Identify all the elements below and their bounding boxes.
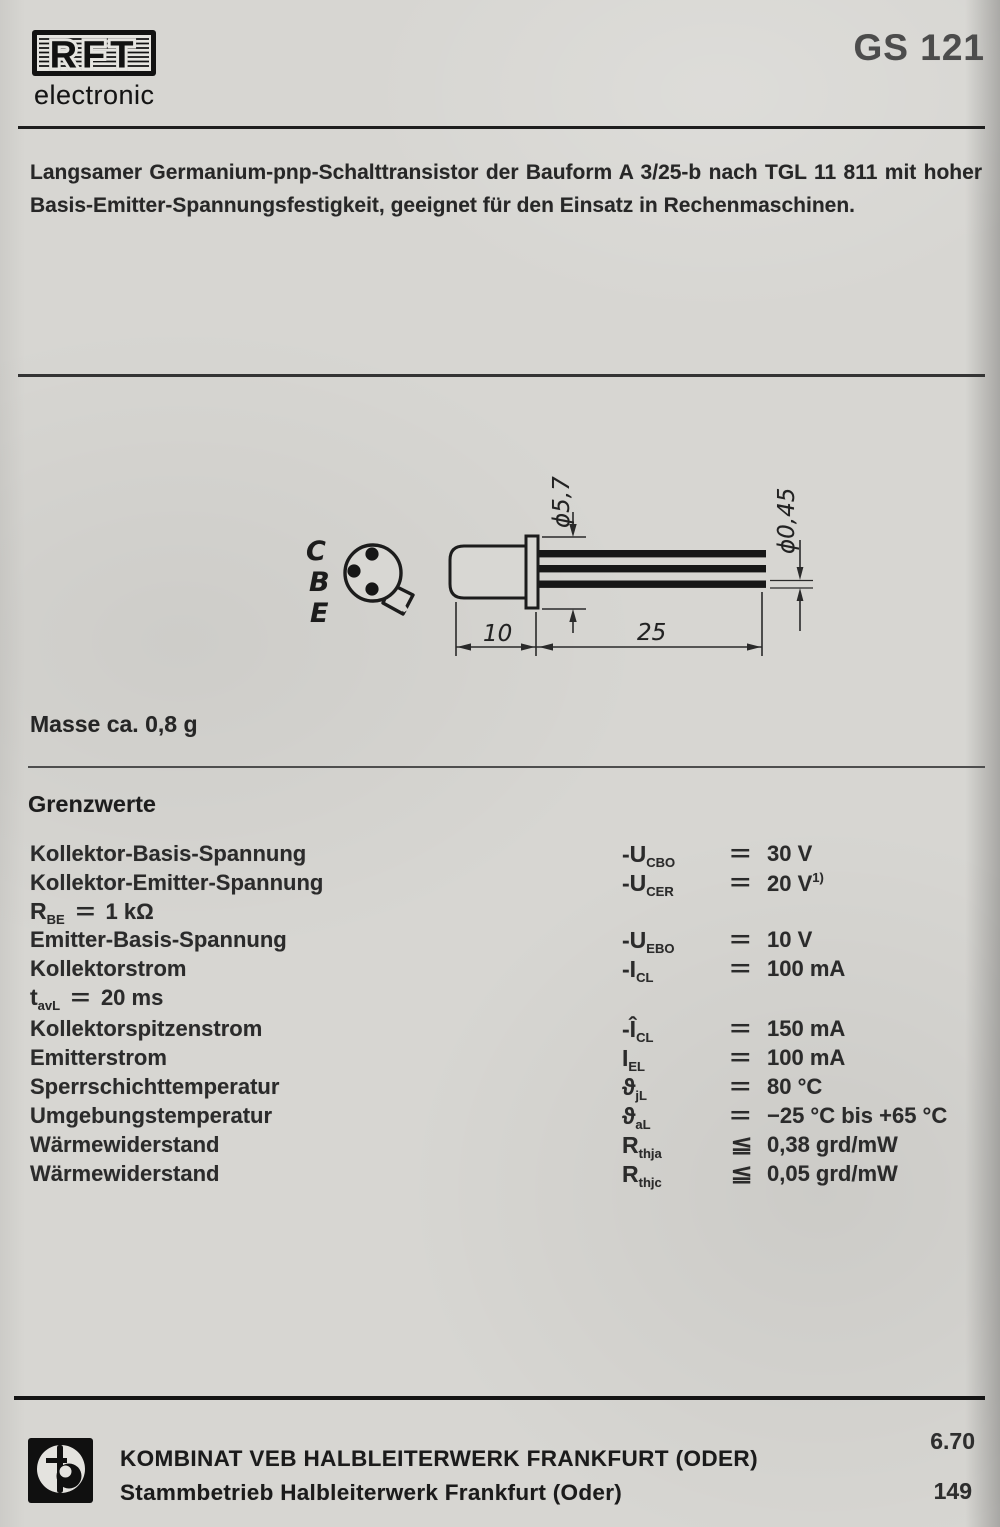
- limit-symbol: $R_{thja}$: [622, 1132, 662, 1161]
- limit-row: [30, 1161, 982, 1191]
- limit-label: Kollektorstrom: [30, 956, 187, 981]
- dim-body-diameter: ϕ5,7: [549, 476, 575, 528]
- divider-footer: [14, 1396, 985, 1400]
- body-outline: [450, 546, 528, 598]
- limit-value: 0,05 grd/mW: [767, 1161, 898, 1186]
- pin-dot-b: [347, 564, 360, 577]
- limit-label: Kollektor-Basis-Spannung: [30, 841, 307, 866]
- limit-symbol: $ϑ_{aL}$: [622, 1103, 651, 1132]
- divider-top: [18, 126, 985, 129]
- limit-value: 100 mA: [767, 1045, 846, 1070]
- limit-value: 100 mA: [767, 956, 846, 981]
- limit-value: −25 °C bis +65 °C: [767, 1103, 948, 1128]
- side-view: [450, 536, 766, 608]
- limit-row: [30, 1103, 982, 1133]
- limit-row: [30, 1132, 982, 1162]
- limit-row: [30, 1016, 982, 1046]
- hfo-logo: [28, 1438, 93, 1503]
- limit-symbol: $-U_{CER}$: [622, 870, 674, 899]
- condition-relation: =: [75, 899, 95, 924]
- limit-value: 0,38 grd/mW: [767, 1132, 898, 1157]
- footer-company-line2: Stammbetrieb Halbleiterwerk Frankfurt (Oder): [120, 1480, 623, 1505]
- limit-value: 20 V$^{1)}$: [767, 870, 824, 896]
- limit-row: [30, 956, 982, 986]
- lead-bottom: [538, 581, 766, 588]
- limit-symbol: $-U_{EBO}$: [622, 927, 675, 956]
- limit-symbol: $-I_{CL}$: [622, 956, 654, 985]
- limit-relation: ≦: [730, 1160, 754, 1187]
- pin-dot-c: [365, 547, 378, 560]
- limit-relation: =: [730, 1045, 751, 1070]
- date-code: 6.70: [930, 1428, 975, 1454]
- condition-symbol: $t_{avL}$: [30, 984, 61, 1013]
- limit-relation: =: [730, 927, 751, 952]
- limit-condition-row: [30, 984, 982, 1014]
- condition-relation: =: [70, 985, 91, 1010]
- package-drawing: [280, 430, 830, 680]
- limit-row: [30, 1074, 982, 1104]
- limit-relation: =: [730, 1074, 751, 1099]
- limit-value: 10 V: [767, 927, 813, 952]
- limit-label: Emitterstrom: [30, 1045, 167, 1070]
- divider-above-drawing: [18, 374, 985, 377]
- limit-label: Sperrschichttemperatur: [30, 1074, 280, 1099]
- pin-label-b: B: [309, 567, 330, 598]
- description-paragraph: Langsamer Germanium-pnp-Schalttransistor der Bauform A 3/25-b nach TGL 11 811 mit hoher Basis-Emitter-Spannungsfestigkeit, geeignet für den Einsatz in Rechenmaschinen.: [30, 161, 982, 217]
- pin-label-c: C: [306, 536, 326, 567]
- limit-symbol: $ϑ_{jL}$: [622, 1074, 647, 1103]
- limit-value: 30 V: [767, 841, 813, 866]
- mass-note: Masse ca. 0,8 g: [30, 711, 198, 737]
- limit-symbol: $-U_{CBO}$: [622, 841, 676, 870]
- rft-logo: [32, 30, 156, 76]
- divider-above-limits: [28, 766, 985, 768]
- rft-logo-letters: RFT: [49, 34, 139, 76]
- page-number: 149: [933, 1478, 972, 1504]
- limit-relation: =: [730, 1016, 751, 1041]
- condition-symbol: $R_{BE}$: [30, 898, 65, 927]
- limit-condition-row: [30, 898, 982, 928]
- dim-lead-length: 25: [637, 620, 667, 646]
- limit-value: 150 mA: [767, 1016, 846, 1041]
- limit-relation: =: [730, 1103, 751, 1128]
- limit-value: 80 °C: [767, 1074, 823, 1099]
- limit-label: Umgebungstemperatur: [30, 1103, 273, 1128]
- limit-relation: ≦: [730, 1131, 754, 1158]
- dim-body-length: 10: [483, 621, 513, 647]
- limit-label: Wärmewiderstand: [30, 1161, 220, 1186]
- flange: [526, 536, 538, 608]
- section-title-grenzwerte: Grenzwerte: [28, 791, 156, 817]
- dim-lead-diameter: ϕ0,45: [774, 487, 800, 554]
- condition-value: 20 ms: [100, 985, 164, 1010]
- pin-dot-e: [365, 582, 378, 595]
- limit-symbol: $R_{thjc}$: [622, 1161, 662, 1190]
- limit-relation: =: [730, 956, 751, 981]
- part-number: GS 121: [853, 27, 985, 68]
- limit-label: Wärmewiderstand: [30, 1132, 220, 1157]
- footnote-marker: 1): [812, 870, 824, 885]
- limit-label: Kollektorspitzenstrom: [30, 1016, 263, 1041]
- lead-middle: [538, 565, 766, 572]
- limit-row: [30, 841, 982, 871]
- limit-relation: =: [730, 870, 751, 895]
- limit-symbol: $-Î_{CL}$: [622, 1016, 654, 1045]
- footer-company-line1: KOMBINAT VEB HALBLEITERWERK FRANKFURT (ODER): [120, 1446, 758, 1471]
- limit-relation: =: [730, 841, 751, 866]
- limit-row: [30, 1045, 982, 1075]
- pinout-view: [306, 536, 413, 629]
- pin-label-e: E: [310, 598, 329, 629]
- limit-label: Emitter-Basis-Spannung: [30, 927, 287, 952]
- lead-top: [538, 550, 766, 557]
- condition-value: 1 kΩ: [105, 899, 154, 924]
- limit-label: Kollektor-Emitter-Spannung: [30, 870, 324, 895]
- brand-subtitle: electronic: [34, 80, 155, 110]
- limit-row: [30, 870, 982, 900]
- limit-row: [30, 927, 982, 957]
- limit-symbol: $I_{EL}$: [622, 1045, 646, 1074]
